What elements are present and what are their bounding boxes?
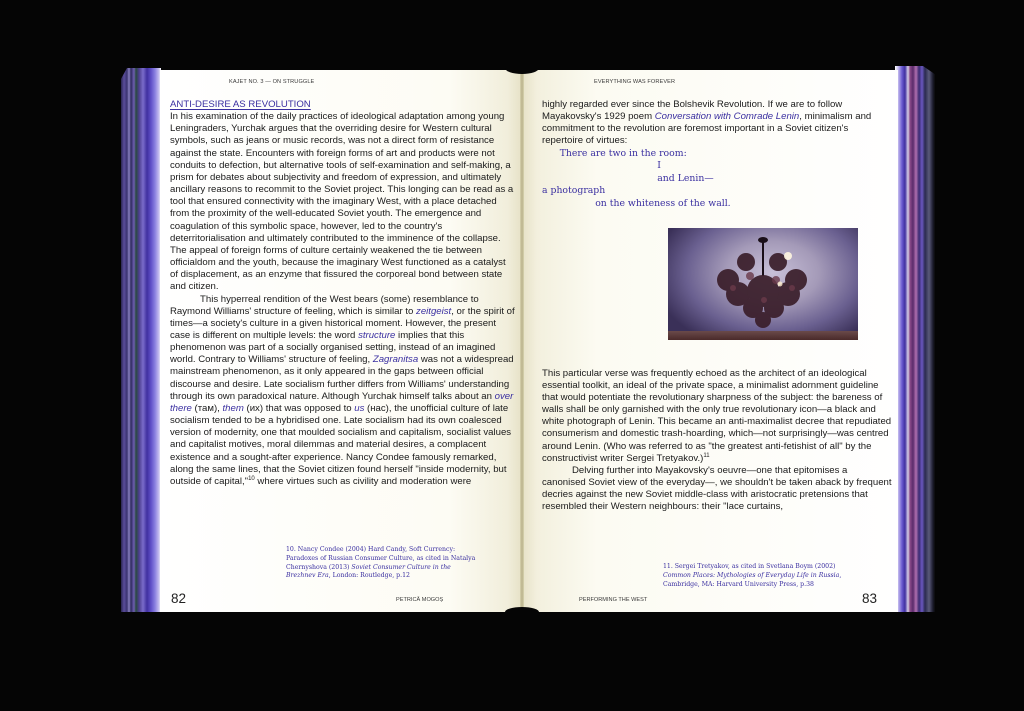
paragraph: In his examination of the daily practices of ideological adaptation among young Leningraders, Yurchak argues that the overriding desire for Western cultural symbols, such as jeans or music records, was not a direct form of resistance against the state. Encounters with foreign forms of art and products were not conduits to defection, but alternative tools of self-examination and self-making, a prism for debates about subjectivity and freedom of expression, and ultimately ancillary reasons to recommit to the Soviet project. This longing can be read as a tool that ensured connectivity with the imaginary West, with a place detached from the proximity of the well-educated Soviet youth. The emergence and coagulation of this symbolic space, however, led to the country's deterritorialisation and ultimately contributed to the imminence of the collapse. The appeal of foreign forms of culture certainly weakened the tie between officialdom and the youth, because the imaginary West functioned as a catalyst of displacement, as an enzyme that fissured the corporeal bond between state and citizen. — [170, 111, 514, 293]
author-label: PETRICĂ MOGOȘ — [396, 597, 444, 603]
right-page — [522, 70, 898, 612]
emphasis: Conversation with Comrade Lenin — [654, 111, 800, 123]
left-body-text — [170, 99, 515, 488]
footnote-ref: 11 — [703, 452, 710, 459]
emphasis: structure — [358, 329, 396, 341]
emphasis: them — [222, 402, 244, 414]
photo-floor — [668, 331, 858, 340]
paragraph: This particular verse was frequently echoed as the architect of an ideological essential toolkit, an ideal of the private space, a minimalist adornment guideline that would potentiate the revolutionary sharpness of the subject: the bareness of walls shall be only garnished with the only true revolutionary icon—a black and white photograph of Lenin. This became an anti-maximalist decree that repudiated consumerism and domestic trash-hoarding, which—not surprisingly—was centred around Lenin. (Who was referred to as "the greatest anti-fetishist of all" by the constructivist writer Sergei Tretyakov.)$^{11}$ — [542, 367, 892, 464]
spine-shadow-bottom — [505, 607, 539, 617]
emphasis: us — [354, 402, 365, 414]
emphasis: zeitgeist — [416, 305, 452, 317]
page-number-right: 83 — [862, 591, 878, 606]
footnote-ref: 10 — [248, 475, 255, 482]
page-number-left: 82 — [171, 591, 187, 606]
book-gutter — [520, 70, 524, 612]
section-label: PERFORMING THE WEST — [579, 597, 648, 603]
left-page-edges — [121, 68, 161, 612]
emphasis: Zagranitsa — [372, 354, 419, 366]
chandelier-photo — [668, 228, 858, 340]
footnote-11: 11. Sergei Tretyakov, as cited in Svetlana Boym (2002) Common Places: Mythologies of Everyday Life in Russia, Cambridge, MA: Harvard University Press, p.38 — [663, 563, 842, 588]
poem-verse: There are two in the room: I and Lenin— a photograph on the whiteness of the wall. — [542, 147, 731, 209]
footnote-10: 10. Nancy Condee (2004) Hard Candy, Soft Currency: Paradoxes of Russian Consumer Culture, as cited in Natalya Chernyshova (2013) Soviet Consumer Culture in the Brezhnev Era, London: Routledge, p.12 — [286, 546, 476, 580]
emphasis: over there — [170, 390, 514, 414]
section-title: ANTI-DESIRE AS REVOLUTION — [170, 99, 311, 110]
running-head-right: EVERYTHING WAS FOREVER — [594, 79, 676, 85]
right-page-edges — [895, 66, 935, 612]
paragraph: This hyperreal rendition of the West bears (some) resemblance to Raymond Williams' structure of feeling, which is similar to zeitgeist, or the spirit of times—a society's culture in a given historical moment. However, the present case is different on multiple levels: the word structure implies that this phenomenon was part of a socially organised setting, instead of an imagined world. Contrary to Williams' structure of feeling, Zagranitsa was not a widespread mainstream phenomenon, as it only appeared in the gaps between official discourse and desire. Late socialism further differs from Williams' understanding through its own paradoxical nature. Although Yurchak himself talks about an over there (там), them (их) that was opposed to us (нас), the unofficial culture of late socialism tended to be a hybridised one. Late socialism had its own coalesced version of modernity, one that moulded socialism and capitalism, socialist values and capitalist motives, moral dilemmas and material desires, a complacent existence and a sought-after experience. Nancy Condee famously remarked, along the same lines, that the Soviet citizen found herself "inside modernity, but outside of capital,"$^{10}$ where virtues such as civility and moderation were — [170, 293, 515, 487]
running-head-left: KAJET NO. 3 — ON STRUGGLE — [229, 79, 315, 85]
spine-shadow-top — [505, 62, 539, 74]
chandelier-icon — [708, 236, 818, 336]
left-page — [160, 70, 522, 612]
paragraph: highly regarded ever since the Bolshevik Revolution. If we are to follow Mayakovsky's 1929 poem Conversation with Comrade Lenin, minimalism and commitment to the revolution are foremost important in a Soviet citizen's repertoire of virtues: — [542, 99, 872, 147]
paragraph: Delving further into Mayakovsky's oeuvre—one that epitomises a canonised Soviet view of the everyday—, we shouldn't be taken aback by frequent decries against the new Soviet middle-class with aristocratic pretensions that resembled their Western neighbours: their "lace curtains, — [542, 464, 892, 513]
